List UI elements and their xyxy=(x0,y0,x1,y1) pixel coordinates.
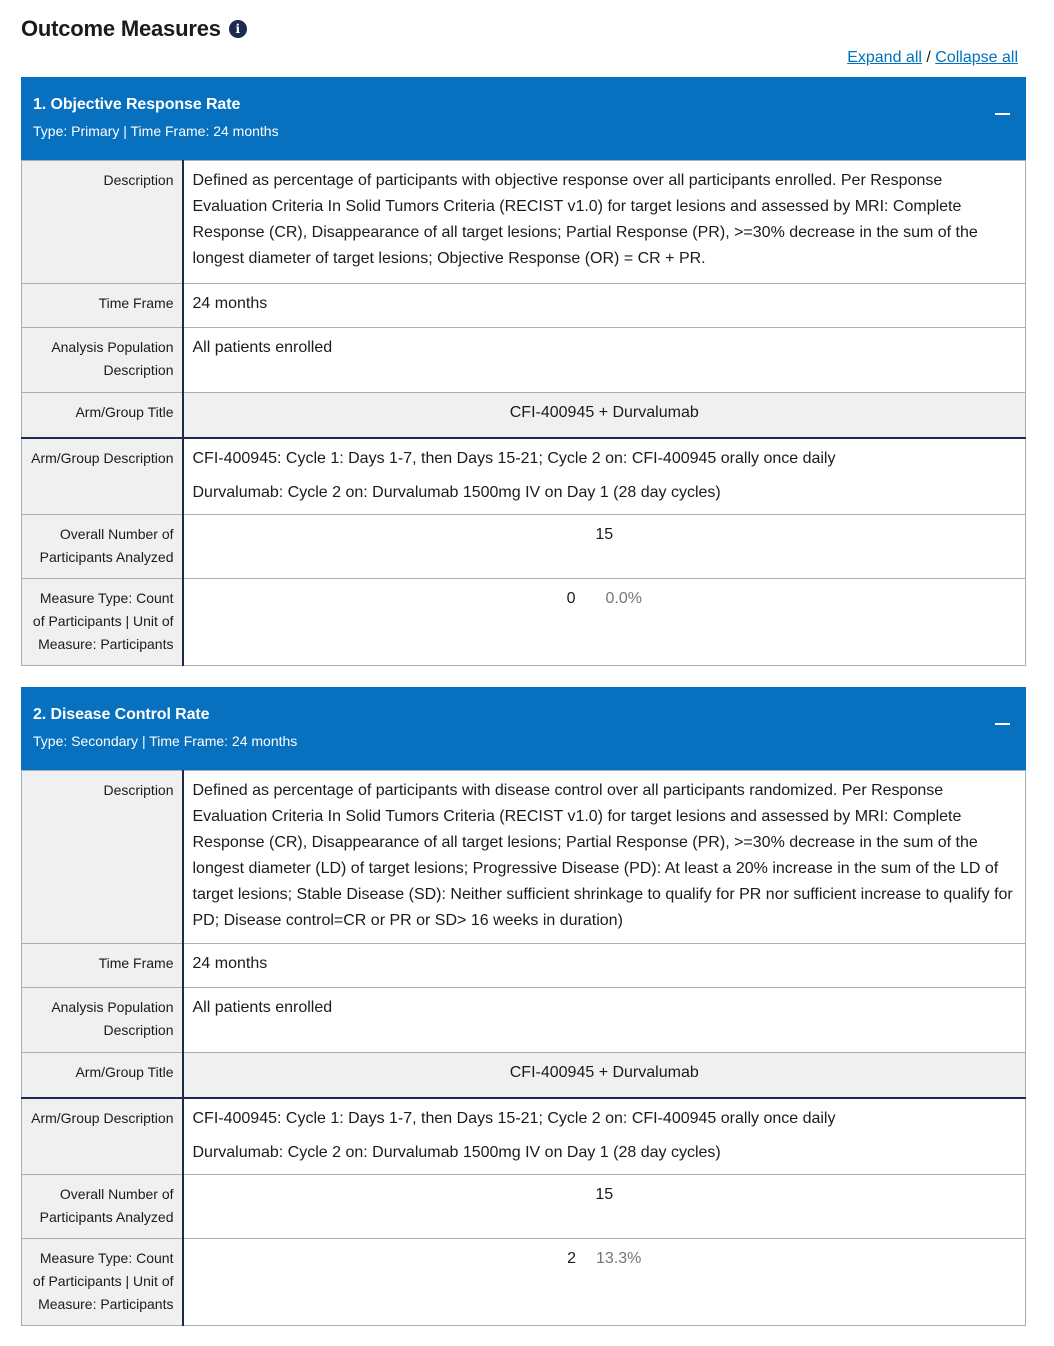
arm-description-line: Durvalumab: Cycle 2 on: Durvalumab 1500mg IV on Day 1 (28 day cycles) xyxy=(192,483,721,501)
measure-title: 1. Objective Response Rate xyxy=(33,96,241,113)
measure-type-row xyxy=(22,1239,1026,1326)
percent-value: 13.3% xyxy=(596,1250,642,1267)
page-title: Outcome Measures xyxy=(21,16,221,41)
description-value: Defined as percentage of participants with disease control over all participants randomized. Per Response Evaluation Criteria In Solid Tumors Criteria (RECIST v1.0) for target lesions and assessed by MRI: Complete Response (CR), Disappearance of all target lesions; Partial Response (PR), >=30% decrease in the sum of the longest diameter (LD) of target lesions; Progressive Disease (PD): At least a 20% increase in the sum of the LD of target lesions; Stable Disease (SD): Neither sufficient shrinkage to qualify for PR nor sufficient increase to qualify for PD; Disease control=CR or PR or SD> 16 weeks in duration) xyxy=(183,771,1026,944)
analysis-population-row xyxy=(22,328,1026,393)
arm-description-line: CFI-400945: Cycle 1: Days 1-7, then Days 15-21; Cycle 2 on: CFI-400945 orally once daily xyxy=(192,1109,836,1127)
row-label: Measure Type: Count of Participants | Unit of Measure: Participants xyxy=(22,579,183,666)
row-label: Arm/Group Description xyxy=(22,438,183,515)
time-frame-row xyxy=(22,944,1026,988)
row-label: Description xyxy=(22,161,183,284)
overall-number-row xyxy=(22,515,1026,579)
row-label: Time Frame xyxy=(22,284,183,328)
arm-description-row xyxy=(22,1098,1026,1175)
page-header xyxy=(21,16,247,42)
measure-subtitle: Type: Secondary | Time Frame: 24 months xyxy=(33,733,298,749)
measure-type-row xyxy=(22,579,1026,666)
measure-header[interactable] xyxy=(21,687,1026,770)
arm-description-line: CFI-400945: Cycle 1: Days 1-7, then Days 15-21; Cycle 2 on: CFI-400945 orally once daily xyxy=(192,449,836,467)
measure-subtitle: Type: Primary | Time Frame: 24 months xyxy=(33,123,279,139)
info-icon[interactable]: i xyxy=(229,20,247,38)
description-value: Defined as percentage of participants with objective response over all participants enrolled. Per Response Evaluation Criteria In Solid Tumors Criteria (RECIST v1.0) for target lesions and assessed by MRI: Complete Response (CR), Disappearance of all target lesions; Partial Response (PR), >=30% decrease in the sum of the longest diameter of target lesions; Objective Response (OR) = CR + PR. xyxy=(183,161,1026,284)
arm-description-row xyxy=(22,438,1026,515)
overall-number-value: 15 xyxy=(183,1175,1026,1239)
link-separator: / xyxy=(926,49,931,66)
arm-description-line: Durvalumab: Cycle 2 on: Durvalumab 1500mg IV on Day 1 (28 day cycles) xyxy=(192,1143,721,1161)
analysis-population-row xyxy=(22,988,1026,1053)
time-frame-row xyxy=(22,284,1026,328)
count-value: 0 xyxy=(566,590,576,607)
row-label: Time Frame xyxy=(22,944,183,988)
measure-table xyxy=(21,160,1026,666)
row-label: Arm/Group Title xyxy=(22,393,183,438)
collapse-all-link[interactable]: Collapse all xyxy=(935,49,1018,66)
overall-number-value: 15 xyxy=(183,515,1026,579)
measure-value xyxy=(183,1239,1026,1326)
row-label: Overall Number of Participants Analyzed xyxy=(22,1175,183,1239)
arm-title-value: CFI-400945 + Durvalumab xyxy=(183,393,1026,438)
time-frame-value: 24 months xyxy=(183,944,1026,988)
row-label: Description xyxy=(22,771,183,944)
measure-header[interactable] xyxy=(21,77,1026,160)
measure-value xyxy=(183,579,1026,666)
arm-title-row xyxy=(22,393,1026,438)
expand-collapse-links xyxy=(847,49,1018,67)
measure-table xyxy=(21,770,1026,1326)
overall-number-row xyxy=(22,1175,1026,1239)
time-frame-value: 24 months xyxy=(183,284,1026,328)
count-value: 2 xyxy=(567,1250,577,1267)
percent-value: 0.0% xyxy=(605,590,642,607)
arm-title-value: CFI-400945 + Durvalumab xyxy=(183,1053,1026,1098)
expand-all-link[interactable]: Expand all xyxy=(847,49,922,66)
collapse-icon[interactable] xyxy=(995,113,1010,115)
analysis-population-value: All patients enrolled xyxy=(183,328,1026,393)
row-label: Analysis Population Description xyxy=(22,328,183,393)
row-label: Overall Number of Participants Analyzed xyxy=(22,515,183,579)
arm-title-row xyxy=(22,1053,1026,1098)
row-label: Arm/Group Title xyxy=(22,1053,183,1098)
analysis-population-value: All patients enrolled xyxy=(183,988,1026,1053)
description-row xyxy=(22,161,1026,284)
outcome-measure-2 xyxy=(21,687,1026,1326)
outcome-measure-1 xyxy=(21,77,1026,666)
row-label: Arm/Group Description xyxy=(22,1098,183,1175)
row-label: Analysis Population Description xyxy=(22,988,183,1053)
measure-title: 2. Disease Control Rate xyxy=(33,706,210,723)
arm-description-value xyxy=(183,1098,1026,1175)
collapse-icon[interactable] xyxy=(995,723,1010,725)
arm-description-value xyxy=(183,438,1026,515)
row-label: Measure Type: Count of Participants | Unit of Measure: Participants xyxy=(22,1239,183,1326)
description-row xyxy=(22,771,1026,944)
